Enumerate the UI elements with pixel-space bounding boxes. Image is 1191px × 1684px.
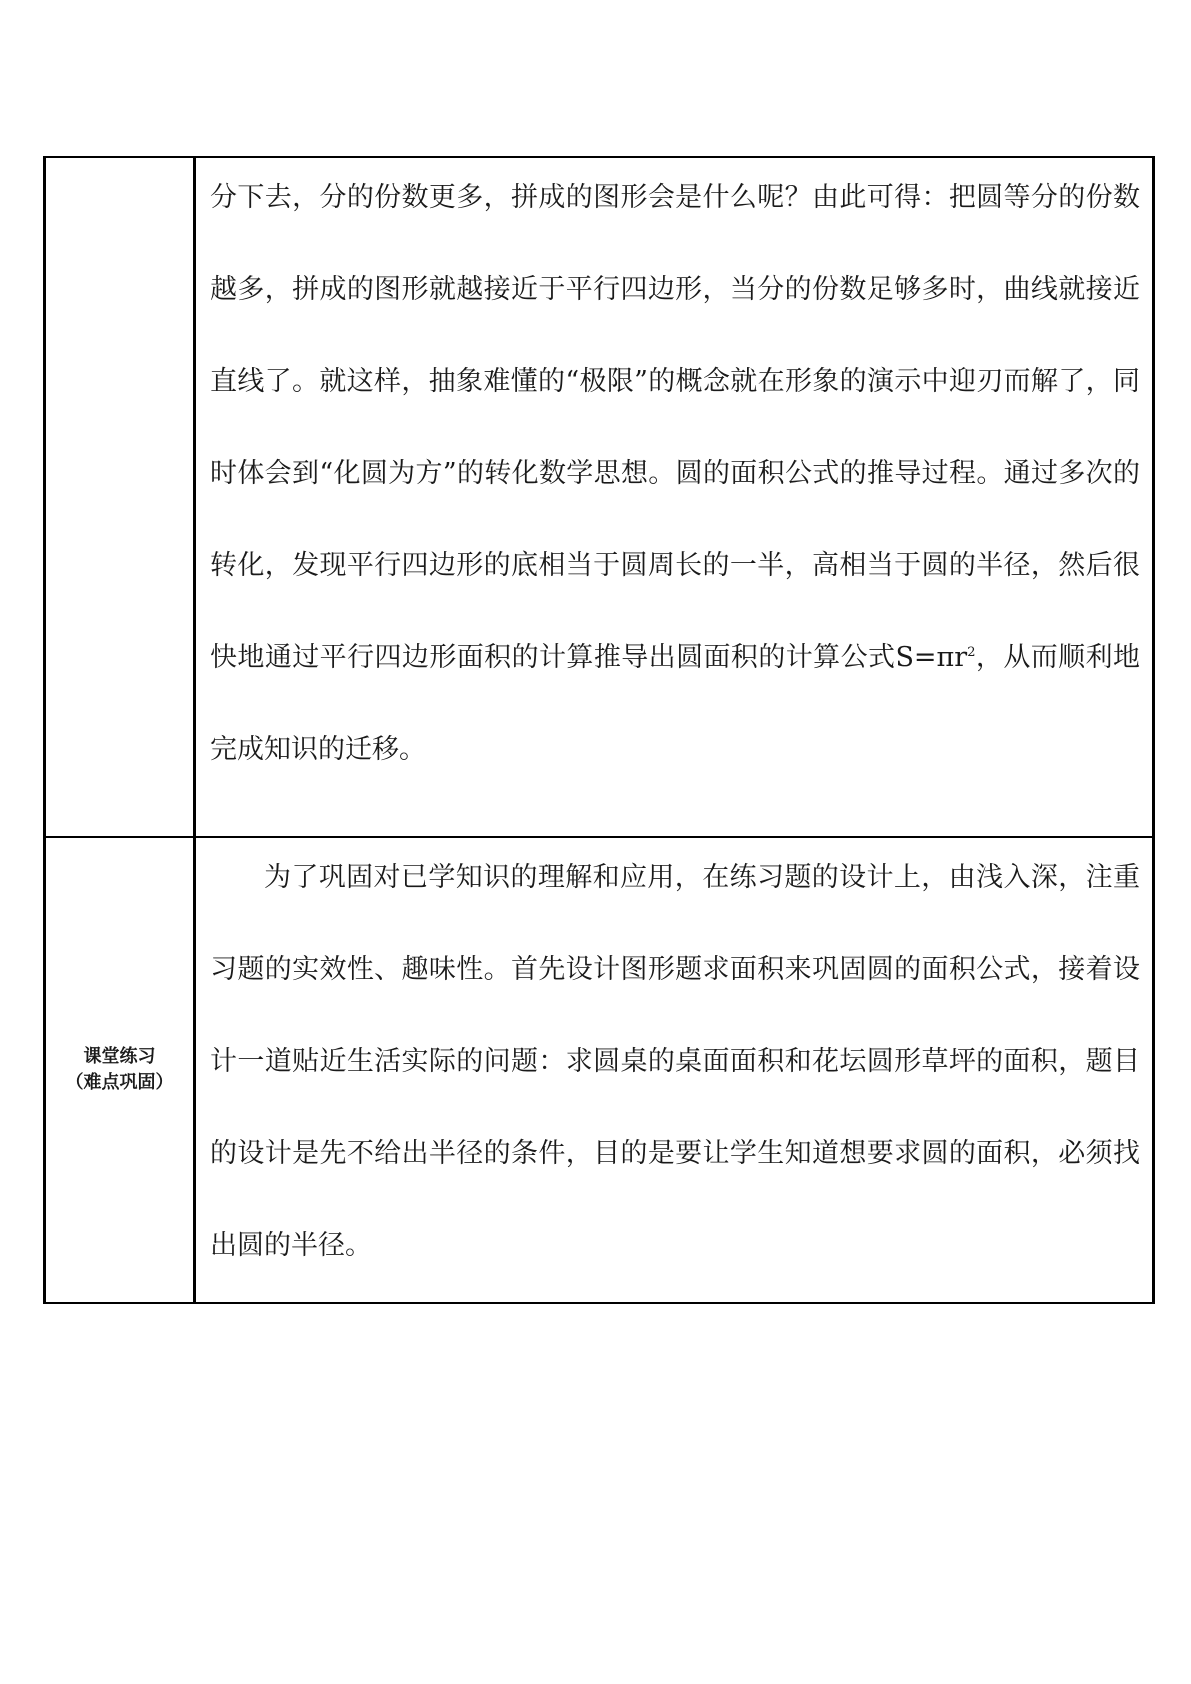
row-label [46, 1044, 193, 1096]
paragraph-text-end: ，从而顺利地完成知识的迁移。 [210, 642, 1141, 765]
row-label-line2: （难点巩固） [65, 1072, 174, 1093]
row-label-cell [45, 837, 195, 1303]
area-formula [895, 642, 975, 673]
formula-exponent: 2 [967, 645, 976, 660]
paragraph-text: 分下去，分的份数更多，拼成的图形会是什么呢？由此可得：把圆等分的份数越多，拼成的图形就越接近于平行四边形，当分的份数足够多时，曲线就接近直线了。就这样，抽象难懂的“极限”的概念就在形象的演示中迎刃而解了，同时体会到“化圆为方”的转化数学思想。圆的面积公式的推导过程。通过多次的转化，发现平行四边形的底相当于圆周长的一半，高相当于圆的半径，然后很快地通过平行四边形面积的计算推导出圆面积的计算公式 [210, 182, 1140, 673]
table-row [45, 157, 1154, 837]
lesson-table [43, 156, 1155, 1304]
formula-base: S=πr [895, 642, 968, 673]
practice-paragraph: 为了巩固对已学知识的理解和应用，在练习题的设计上，由浅入深，注重习题的实效性、趣味性。首先设计图形题求面积来巩固圆的面积公式，接着设计一道贴近生活实际的问题：求圆桌的桌面面积和花坛圆形草坪的面积，题目的设计是先不给出半径的条件，目的是要让学生知道想要求圆的面积，必须找出圆的半径。 [210, 862, 1140, 1261]
row-label-line1: 课堂练习 [83, 1046, 156, 1067]
row-content-cell [195, 837, 1154, 1303]
row-label-cell [45, 157, 195, 837]
row-content-cell [195, 157, 1154, 837]
table-row [45, 837, 1154, 1303]
derivation-paragraph [196, 152, 1152, 836]
